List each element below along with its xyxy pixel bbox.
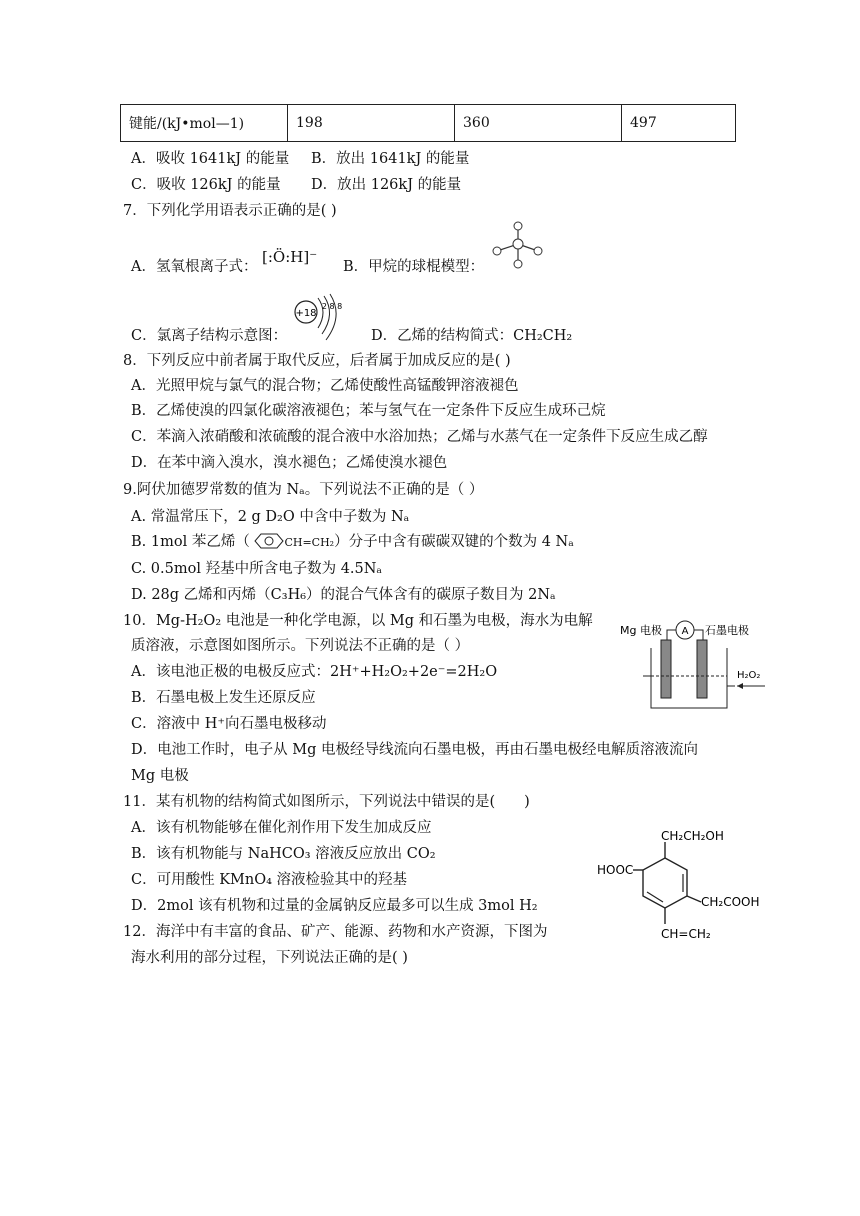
q9-stem: 9.阿伏加德罗常数的值为 Nₐ。下列说法不正确的是（ ） xyxy=(123,482,484,498)
hydroxide-formula: [:Ö:H]⁻ xyxy=(262,248,318,266)
graphite-electrode-label: 石墨电极 xyxy=(705,624,749,637)
chloride-ion-structure-icon xyxy=(288,292,344,344)
bond-energy-table xyxy=(120,104,736,142)
ammeter-label: A xyxy=(681,626,689,637)
q7-option-d: D．乙烯的结构简式：CH₂CH₂ xyxy=(371,328,573,344)
substituent-right: CH₂COOH xyxy=(701,895,760,909)
q9-option-a: A. 常温常压下，2 g D₂O 中含中子数为 Nₐ xyxy=(131,509,410,525)
q9-option-b xyxy=(131,532,574,553)
q8-option-b: B．乙烯使溴的四氯化碳溶液褪色；苯与氢气在一定条件下反应生成环己烷 xyxy=(131,403,606,419)
q6-option-a: A．吸收 1641kJ 的能量 xyxy=(131,151,290,167)
q8-option-c: C．苯滴入浓硝酸和浓硫酸的混合液中水浴加热；乙烯与水蒸气在一定条件下反应生成乙醇 xyxy=(131,429,708,445)
q6-option-b: B．放出 1641kJ 的能量 xyxy=(311,151,470,167)
q10-option-a: A．该电池正极的电极反应式：2H⁺+H₂O₂+2e⁻=2H₂O xyxy=(131,664,498,680)
q9-option-b-post: ）分子中含有碳碳双键的个数为 4 Nₐ xyxy=(334,534,574,550)
methane-ball-stick-icon xyxy=(490,218,548,274)
q8-option-d: D．在苯中滴入溴水，溴水褪色；乙烯使溴水褪色 xyxy=(131,455,448,471)
q7-option-b: B．甲烷的球棍模型： xyxy=(343,259,485,275)
q10-option-c: C．溶液中 H⁺向石墨电极移动 xyxy=(131,716,327,732)
q10-option-d-line2: Mg 电极 xyxy=(131,768,189,784)
q12-stem-line1: 12．海洋中有丰富的食品、矿产、能源、药物和水产资源，下图为 xyxy=(123,924,548,940)
cl-shell-label: 2 8 8 xyxy=(321,302,343,311)
substituent-top: CH₂CH₂OH xyxy=(661,829,724,843)
q7-option-c: C．氯离子结构示意图： xyxy=(131,328,288,344)
q9-option-d: D. 28g 乙烯和丙烯（C₃H₆）的混合气体含有的碳原子数目为 2Nₐ xyxy=(131,587,556,603)
battery-diagram xyxy=(615,608,775,718)
q11-option-d: D．2mol 该有机物和过量的金属钠反应最多可以生成 3mol H₂ xyxy=(131,898,538,914)
styrene-side-chain: CH=CH₂ xyxy=(284,536,335,549)
table-row xyxy=(121,105,736,142)
table-cell: 198 xyxy=(288,105,455,142)
table-cell: 497 xyxy=(622,105,736,142)
q8-option-a: A．光照甲烷与氯气的混合物；乙烯使酸性高锰酸钾溶液褪色 xyxy=(131,378,519,394)
q12-stem-line2: 海水利用的部分过程，下列说法正确的是( ) xyxy=(131,950,408,966)
q6-option-d: D．放出 126kJ 的能量 xyxy=(311,177,462,193)
q11-option-c: C．可用酸性 KMnO₄ 溶液检验其中的羟基 xyxy=(131,872,408,888)
cl-nucleus-label: +18 xyxy=(295,308,317,319)
h2o2-label: H₂O₂ xyxy=(737,670,761,681)
table-header-cell: 键能/(kJ•mol—1) xyxy=(121,105,288,142)
q7-option-a: A．氢氧根离子式： xyxy=(131,259,258,275)
q11-option-a: A．该有机物能够在催化剂作用下发生加成反应 xyxy=(131,820,432,836)
q8-stem: 8．下列反应中前者属于取代反应，后者属于加成反应的是( ) xyxy=(123,353,511,369)
q11-stem: 11．某有机物的结构简式如图所示，下列说法中错误的是( ) xyxy=(123,794,530,810)
mg-electrode-label: Mg 电极 xyxy=(620,624,662,637)
q9-option-b-pre: B. 1mol 苯乙烯（ xyxy=(131,534,250,550)
substituent-bottom: CH=CH₂ xyxy=(661,927,711,941)
benzene-ring-icon xyxy=(254,533,284,549)
q10-option-d-line1: D．电池工作时，电子从 Mg 电极经导线流向石墨电极，再由石墨电极经电解质溶液流向 xyxy=(131,742,698,758)
q9-option-c: C. 0.5mol 羟基中所含电子数为 4.5Nₐ xyxy=(131,561,383,577)
substituent-left: HOOC xyxy=(597,863,634,877)
organic-structure-diagram xyxy=(595,822,775,946)
q10-option-b: B．石墨电极上发生还原反应 xyxy=(131,690,316,706)
q10-stem-line1: 10．Mg-H₂O₂ 电池是一种化学电源，以 Mg 和石墨为电极，海水为电解 xyxy=(123,613,593,629)
q11-option-b: B．该有机物能与 NaHCO₃ 溶液反应放出 CO₂ xyxy=(131,846,436,862)
table-cell: 360 xyxy=(455,105,622,142)
q6-option-c: C．吸收 126kJ 的能量 xyxy=(131,177,281,193)
q7-stem: 7．下列化学用语表示正确的是( ) xyxy=(123,203,337,219)
q10-stem-line2: 质溶液，示意图如图所示。下列说法不正确的是（ ） xyxy=(131,638,470,654)
